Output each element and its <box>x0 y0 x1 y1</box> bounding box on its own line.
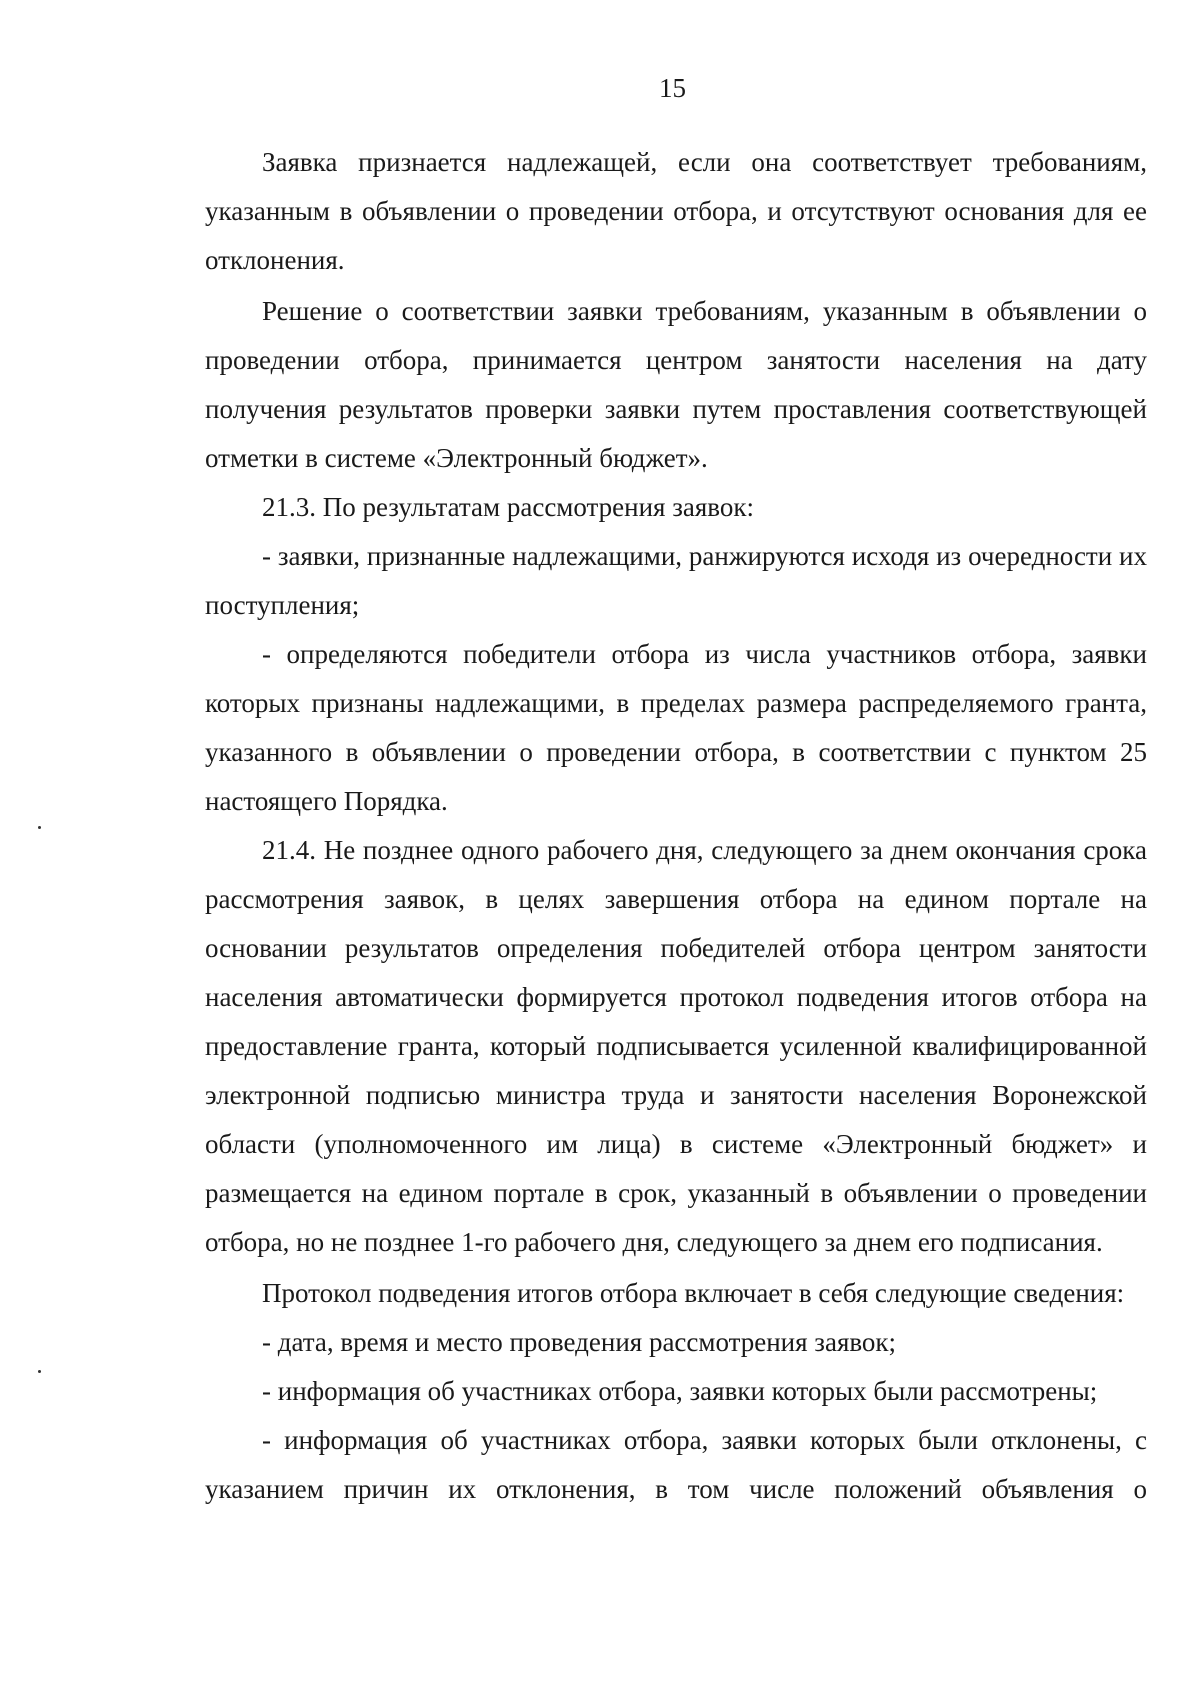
margin-mark <box>38 826 41 829</box>
list-item-rejected-participants: - информация об участниках отбора, заявки которых были отклонены, с указанием причин их отклонения, в том числе положений объявления о <box>205 1425 1147 1504</box>
paragraph-protocol-contents: Протокол подведения итогов отбора включает в себя следующие сведения: <box>262 1278 1125 1308</box>
document-body <box>205 138 1147 1514</box>
paragraph-decision: Решение о соответствии заявки требованиям, указанным в объявлении о проведении отбора, принимается центром занятости населения на дату получения результатов проверки заявки путем проставления соответствующей отметки в системе «Электронный бюджет». <box>205 296 1147 473</box>
list-item-considered-participants: - информация об участниках отбора, заявки которых были рассмотрены; <box>262 1376 1098 1406</box>
list-item-winners: - определяются победители отбора из числа участников отбора, заявки которых признаны надлежащими, в пределах размера распределяемого гранта, указанного в объявлении о проведении отбора, в соответствии с пунктом 25 настоящего Порядка. <box>205 639 1147 816</box>
list-item-ranking: - заявки, признанные надлежащими, ранжируются исходя из очередности их поступления; <box>205 541 1147 620</box>
paragraph-clause-21-3: 21.3. По результатам рассмотрения заявок: <box>262 492 754 522</box>
paragraph-clause-21-4: 21.4. Не позднее одного рабочего дня, следующего за днем окончания срока рассмотрения заявок, в целях завершения отбора на едином портале на основании результатов определения победителей отбора центром занятости населения автоматически формируется протокол подведения итогов отбора на предоставление гранта, который подписывается усиленной квалифицированной электронной подписью министра труда и занятости населения Воронежской области (уполномоченного им лица) в системе «Электронный бюджет» и размещается на едином портале в срок, указанный в объявлении о проведении отбора, но не позднее 1-го рабочего дня, следующего за днем его подписания. <box>205 835 1147 1257</box>
list-item-date-time-place: - дата, время и место проведения рассмотрения заявок; <box>262 1327 897 1357</box>
page-number: 15 <box>659 73 686 103</box>
margin-mark <box>38 1370 41 1373</box>
paragraph-application-proper: Заявка признается надлежащей, если она соответствует требованиям, указанным в объявлении о проведении отбора, и отсутствуют основания для ее отклонения. <box>205 147 1147 275</box>
